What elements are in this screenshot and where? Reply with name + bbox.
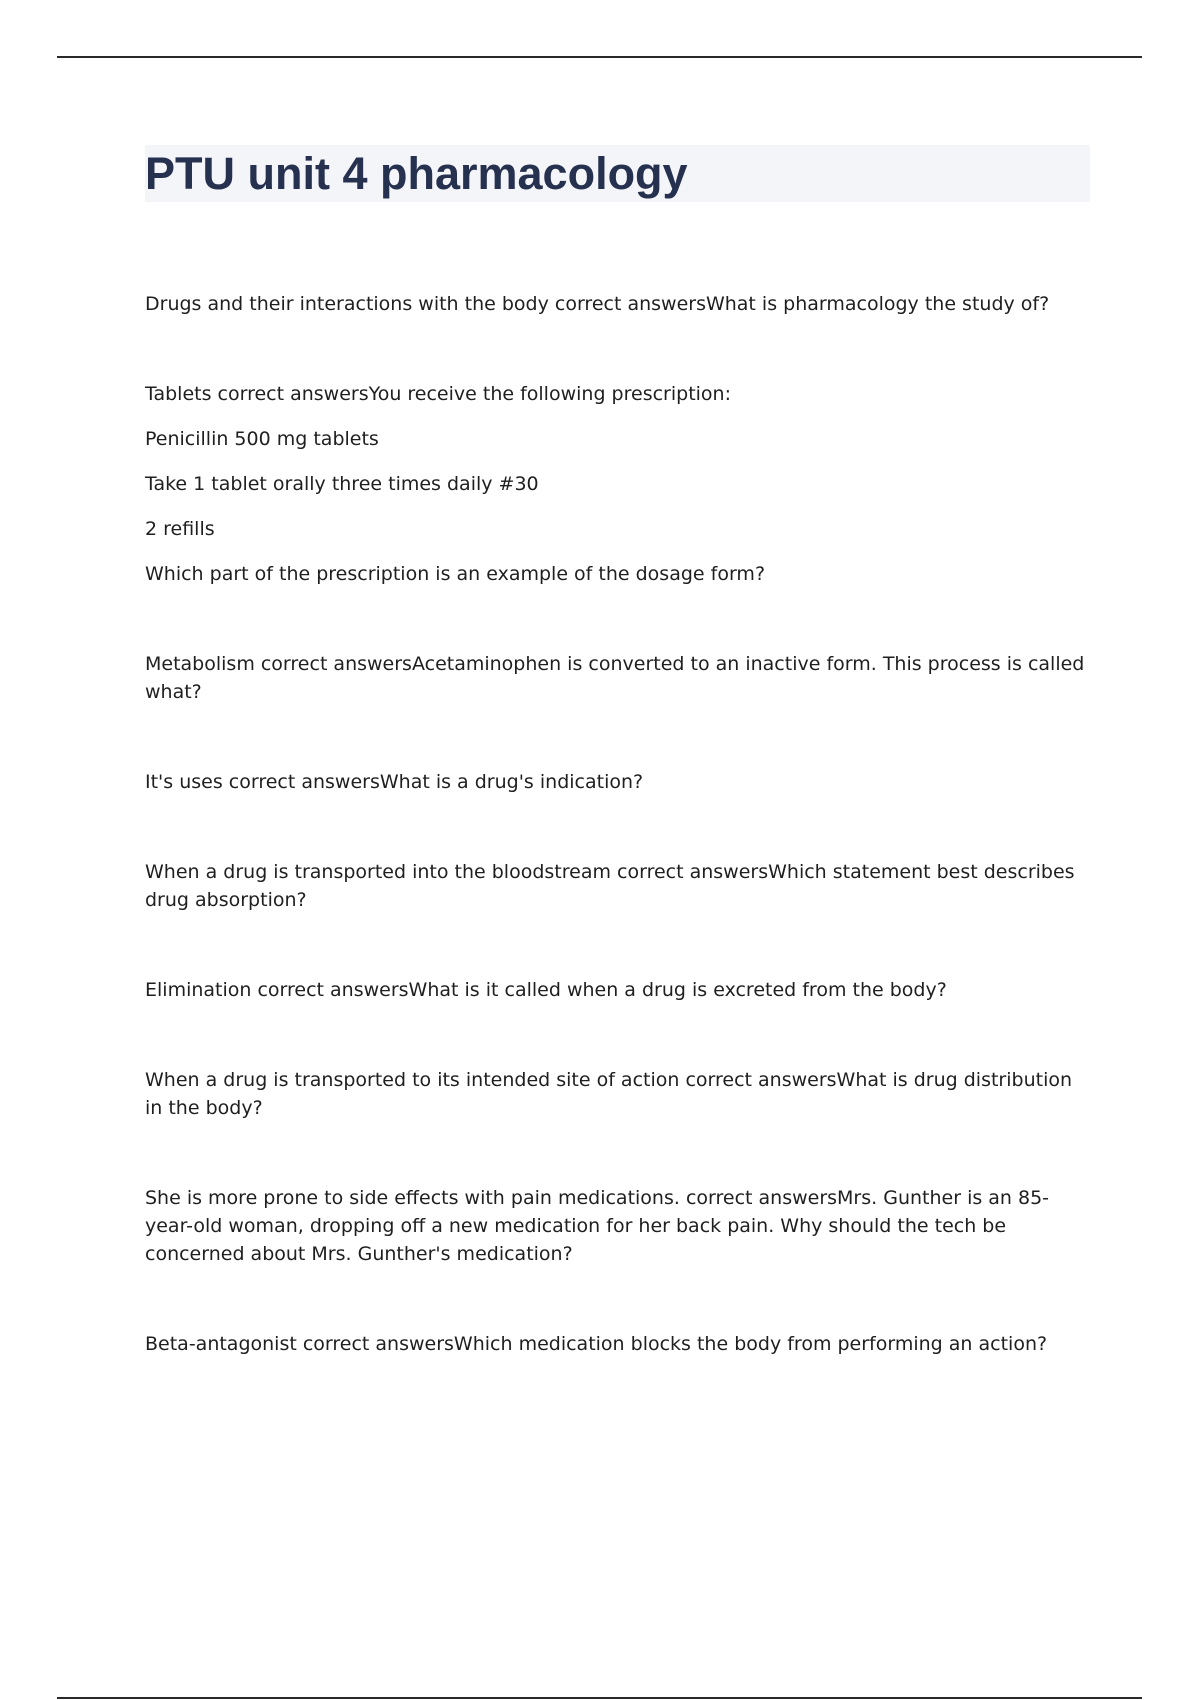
qa-item-8: [145, 1184, 1085, 1268]
qa-question: Which part of the prescription is an example of the dosage form?: [145, 563, 766, 585]
page-title: PTU unit 4 pharmacology: [145, 148, 688, 199]
qa-item-4: [145, 768, 1085, 796]
qa-text: When a drug is transported into the bloodstream correct answersWhich statement best describes drug absorption?: [145, 861, 1075, 911]
qa-item-6: [145, 976, 1085, 1004]
qa-text: She is more prone to side effects with pain medications. correct answersMrs. Gunther is an 85-year-old woman, dropping off a new medication for her back pain. Why should the tech be concerned about Mrs. Gunther's medication?: [145, 1187, 1050, 1265]
qa-item-9: [145, 1330, 1085, 1358]
qa-text: Drugs and their interactions with the body correct answersWhat is pharmacology the study of?: [145, 293, 1050, 315]
top-rule: [57, 56, 1142, 58]
qa-text: Metabolism correct answersAcetaminophen is converted to an inactive form. This process is called what?: [145, 653, 1085, 703]
qa-item-5: [145, 858, 1085, 914]
prescription-line-drug: Penicillin 500 mg tablets: [145, 428, 379, 450]
qa-text: It's uses correct answersWhat is a drug's indication?: [145, 771, 644, 793]
qa-text: Beta-antagonist correct answersWhich medication blocks the body from performing an action?: [145, 1333, 1048, 1355]
qa-text: When a drug is transported to its intended site of action correct answersWhat is drug distribution in the body?: [145, 1069, 1073, 1119]
qa-text: Elimination correct answersWhat is it called when a drug is excreted from the body?: [145, 979, 947, 1001]
flashcard-list: [145, 290, 1085, 1420]
bottom-rule: [57, 1697, 1142, 1699]
qa-item-3: [145, 650, 1085, 706]
qa-text: Tablets correct answersYou receive the following prescription:: [145, 383, 731, 405]
prescription-line-directions: Take 1 tablet orally three times daily #30: [145, 473, 539, 495]
qa-item-1: [145, 290, 1085, 318]
prescription-line-refills: 2 refills: [145, 518, 215, 540]
qa-item-7: [145, 1066, 1085, 1122]
qa-item-2: [145, 380, 1085, 588]
title-block: [145, 145, 1090, 202]
